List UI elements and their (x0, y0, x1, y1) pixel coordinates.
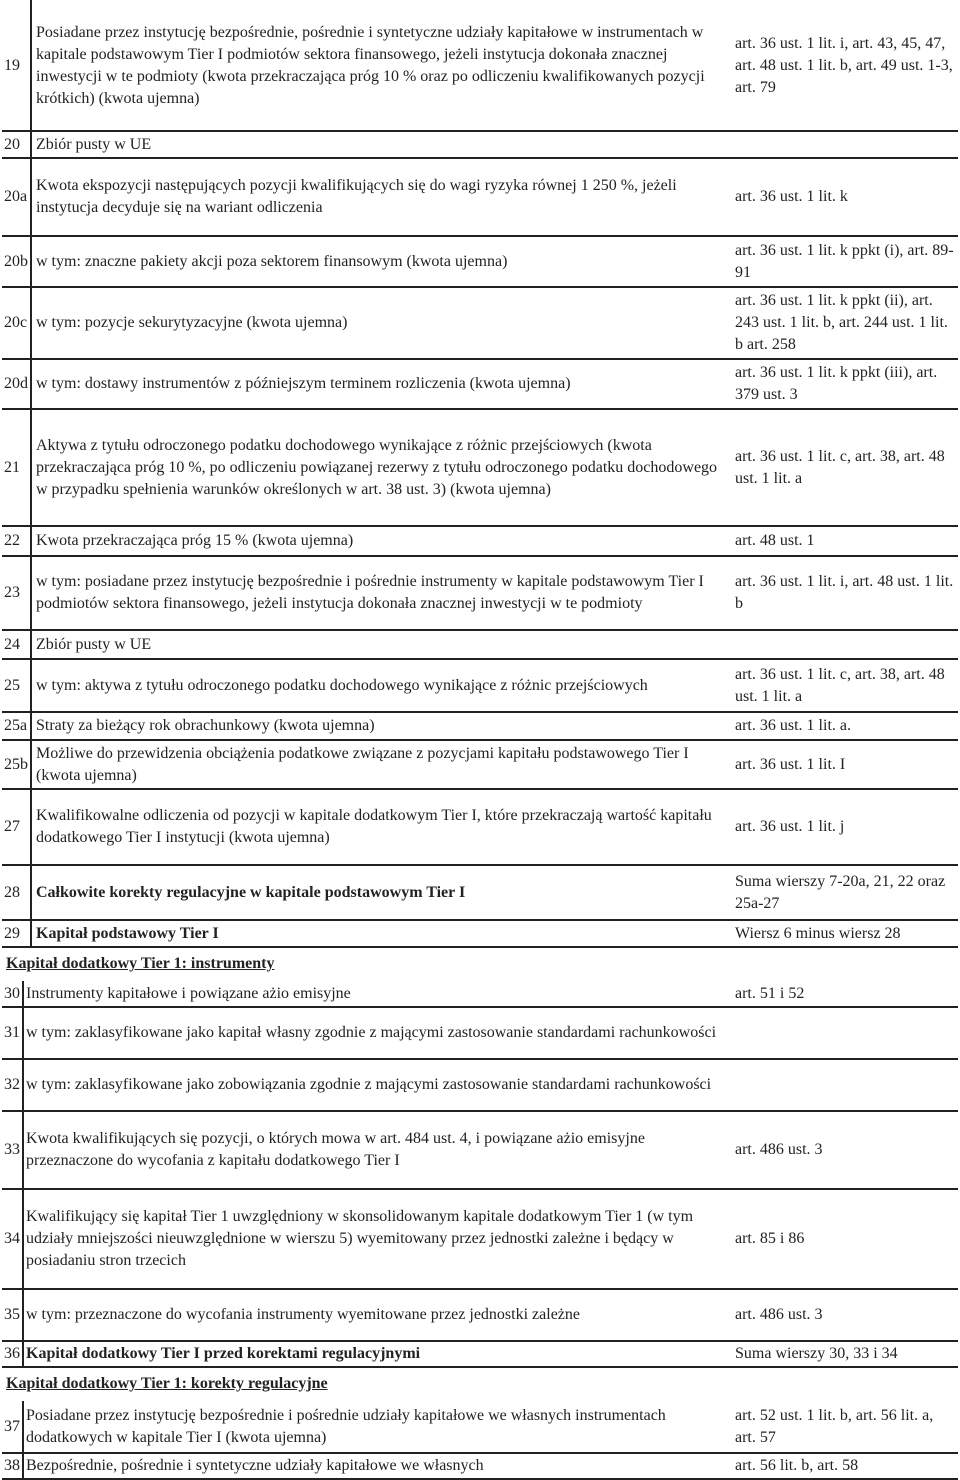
row-number: 20 (4, 135, 20, 153)
row-legal-reference: art. 36 ust. 1 lit. i, art. 48 ust. 1 lit. b (735, 573, 954, 612)
row-description: Posiadane przez instytucję bezpośrednie i pośrednie udziały kapitałowe we własnych instrumentach dodatkowych w kapitale Tier I (kwota ujemna) (26, 1407, 666, 1446)
row-legal-reference (735, 1059, 956, 1111)
row-number: 37 (4, 1418, 20, 1435)
row-number: 21 (4, 458, 20, 476)
table-row-20a (0, 158, 960, 236)
table-row-25b (0, 740, 960, 789)
row-number: 31 (4, 1024, 20, 1041)
row-description: Zbiór pusty w UE (36, 135, 152, 153)
row-description: Posiadane przez instytucję bezpośrednie, pośrednie i syntetyczne udziały kapitałowe w instrumentach w kapitale podstawowym Tier I podmiotów sektora finansowego, jeżeli instytucja dokonała znacznej inwestycji w te podmioty (kwota przekraczająca próg 10 % oraz po odliczeniu kwalifikowanych pozycji krótkich) (kwota ujemna) (36, 23, 705, 107)
row-description: Kapitał dodatkowy Tier I przed korektami regulacyjnymi (26, 1345, 421, 1362)
row-description: w tym: posiadane przez instytucję bezpośrednie i pośrednie instrumenty w kapitale podstawowym Tier I podmiotów sektora finansowego, jeżeli instytucja dokonała znacznej inwestycji w te podmioty (36, 573, 704, 612)
row-legal-reference: Suma wierszy 30, 33 i 34 (735, 1345, 898, 1362)
row-description: Kwalifikowalne odliczenia od pozycji w kapitale dodatkowym Tier I, które przekraczają wartość kapitału dodatkowego Tier I instytucji (kwota ujemna) (36, 807, 712, 846)
row-description: Kwota przekraczająca próg 15 % (kwota ujemna) (36, 532, 354, 549)
row-number: 25b (4, 755, 28, 773)
row-number: 23 (4, 584, 20, 601)
row-description: w tym: pozycje sekurytyzacyjne (kwota ujemna) (36, 314, 348, 331)
row-number: 20d (4, 375, 28, 392)
table-row-22 (0, 526, 960, 556)
row-legal-reference: art. 52 ust. 1 lit. b, art. 56 lit. a, art. 57 (735, 1407, 934, 1446)
table-row-24 (0, 630, 960, 659)
row-legal-reference (735, 1007, 956, 1059)
row-divider (2, 946, 958, 948)
row-legal-reference: art. 36 ust. 1 lit. a. (735, 717, 851, 734)
row-legal-reference: art. 36 ust. 1 lit. c, art. 38, art. 48 ust. 1 lit. a (735, 447, 945, 487)
row-description: Zbiór pusty w UE (36, 635, 152, 653)
row-legal-reference: art. 36 ust. 1 lit. c, art. 38, art. 48 ust. 1 lit. a (735, 665, 945, 705)
table-row-25 (0, 659, 960, 712)
row-number: 34 (4, 1230, 20, 1247)
table-row-38 (0, 1453, 960, 1479)
table-row-21 (0, 409, 960, 526)
row-legal-reference: art. 48 ust. 1 (735, 532, 815, 549)
table-row-36 (0, 1341, 960, 1367)
row-legal-reference: art. 51 i 52 (735, 985, 805, 1002)
row-number: 27 (4, 818, 20, 835)
table-row-20 (0, 131, 960, 158)
row-legal-reference (735, 630, 956, 659)
row-description: Kapitał podstawowy Tier I (36, 924, 219, 942)
table-row-19 (0, 0, 960, 131)
table-row-30 (0, 981, 960, 1007)
table-row-28 (0, 865, 960, 920)
row-number: 38 (4, 1457, 20, 1474)
row-legal-reference: art. 36 ust. 1 lit. k (735, 188, 848, 205)
row-legal-reference: art. 36 ust. 1 lit. k ppkt (i), art. 89-91 (735, 241, 954, 281)
row-description: Kwota ekspozycji następujących pozycji kwalifikujących się do wagi ryzyka równej 1 250 %, jeżeli instytucja decyduje się na wariant odliczenia (36, 177, 677, 216)
row-description: Instrumenty kapitałowe i powiązane ażio emisyjne (26, 985, 351, 1002)
row-number: 28 (4, 883, 20, 901)
row-number: 35 (4, 1306, 20, 1323)
row-number: 25 (4, 676, 20, 694)
row-description: Straty za bieżący rok obrachunkowy (kwota ujemna) (36, 717, 375, 734)
table-row-20d (0, 359, 960, 409)
row-legal-reference: art. 36 ust. 1 lit. i, art. 43, 45, 47, art. 48 ust. 1 lit. b, art. 49 ust. 1-3, art. 79 (735, 34, 953, 96)
row-legal-reference: art. 36 ust. 1 lit. k ppkt (iii), art. 379 ust. 3 (735, 364, 938, 403)
row-description: Całkowite korekty regulacyjne w kapitale podstawowym Tier I (36, 883, 466, 901)
row-number: 22 (4, 532, 20, 549)
row-legal-reference: art. 36 ust. 1 lit. j (735, 818, 845, 835)
row-legal-reference: art. 85 i 86 (735, 1230, 805, 1247)
table-row-20c (0, 287, 960, 359)
column-divider (22, 1401, 24, 1479)
row-number: 24 (4, 635, 20, 653)
row-description: Kwota kwalifikujących się pozycji, o których mowa w art. 484 ust. 4, i powiązane ażio emisyjne przeznaczone do wycofania z kapitału dodatkowego Tier I (26, 1130, 645, 1169)
table-row-20b (0, 236, 960, 287)
table-row-35 (0, 1289, 960, 1341)
row-number: 20a (4, 188, 28, 205)
row-description: w tym: przeznaczone do wycofania instrumenty wyemitowane przez jednostki zależne (26, 1306, 580, 1323)
row-number: 36 (4, 1345, 20, 1362)
row-description: Aktywa z tytułu odroczonego podatku dochodowego wynikające z różnic przejściowych (kwota przekraczająca próg 10 %, po odliczeniu powiązanej rezerwy z tytułu odroczonego podatku dochodowego w przypadku spełnienia warunków określonych w art. 38 ust. 3) (kwota ujemna) (36, 436, 718, 498)
table-row-33 (0, 1111, 960, 1189)
row-number: 19 (4, 56, 20, 74)
column-divider (30, 0, 32, 947)
row-legal-reference: art. 36 ust. 1 lit. k ppkt (ii), art. 243 ust. 1 lit. b, art. 244 ust. 1 lit. b art. 258 (735, 292, 948, 353)
table-row-23 (0, 556, 960, 630)
row-number: 29 (4, 924, 20, 942)
row-description: w tym: dostawy instrumentów z późniejszym terminem rozliczenia (kwota ujemna) (36, 375, 571, 392)
section-heading-at1-adjustments: Kapitał dodatkowy Tier 1: korekty regulacyjne (6, 1375, 328, 1392)
row-number: 25a (4, 717, 28, 734)
column-divider (22, 981, 24, 1367)
row-number: 33 (4, 1141, 20, 1158)
row-number: 30 (4, 985, 20, 1002)
row-legal-reference: art. 56 lit. b, art. 58 (735, 1457, 859, 1474)
table-row-34 (0, 1189, 960, 1289)
row-legal-reference: art. 486 ust. 3 (735, 1306, 823, 1323)
row-number: 32 (4, 1076, 20, 1093)
row-number: 20c (4, 314, 28, 331)
table-row-27 (0, 789, 960, 865)
row-legal-reference: Wiersz 6 minus wiersz 28 (735, 924, 901, 942)
row-divider (2, 1366, 958, 1368)
row-description: Kwalifikujący się kapitał Tier 1 uwzględniony w skonsolidowanym kapitale dodatkowym Tier 1 (w tym udziały mniejszości nieuwzględnione w wierszu 5) wyemitowany przez jednostki zależne i będący w posiadaniu stron trzecich (26, 1208, 694, 1269)
row-legal-reference: art. 486 ust. 3 (735, 1141, 823, 1158)
table-row-32 (0, 1059, 960, 1111)
section-heading-at1-instruments: Kapitał dodatkowy Tier 1: instrumenty (6, 955, 275, 972)
row-description: w tym: zaklasyfikowane jako kapitał własny zgodnie z mającymi zastosowanie standardami rachunkowości (26, 1024, 717, 1041)
row-legal-reference: Suma wierszy 7-20a, 21, 22 oraz 25a-27 (735, 872, 946, 912)
row-description: w tym: aktywa z tytułu odroczonego podatku dochodowego wynikające z różnic przejściowych (36, 676, 648, 694)
table-row-37 (0, 1401, 960, 1453)
row-legal-reference: art. 36 ust. 1 lit. I (735, 755, 846, 773)
row-description: Bezpośrednie, pośrednie i syntetyczne udziały kapitałowe we własnych (26, 1457, 484, 1474)
table-row-29 (0, 920, 960, 947)
row-description: Możliwe do przewidzenia obciążenia podatkowe związane z pozycjami kapitału podstawowego Tier I (kwota ujemna) (36, 744, 689, 784)
row-number: 20b (4, 252, 28, 270)
row-description: w tym: znaczne pakiety akcji poza sektorem finansowym (kwota ujemna) (36, 252, 508, 270)
table-row-25a (0, 712, 960, 740)
row-legal-reference (735, 131, 956, 158)
row-description: w tym: zaklasyfikowane jako zobowiązania zgodnie z mającymi zastosowanie standardami rachunkowości (26, 1076, 712, 1093)
table-row-31 (0, 1007, 960, 1059)
